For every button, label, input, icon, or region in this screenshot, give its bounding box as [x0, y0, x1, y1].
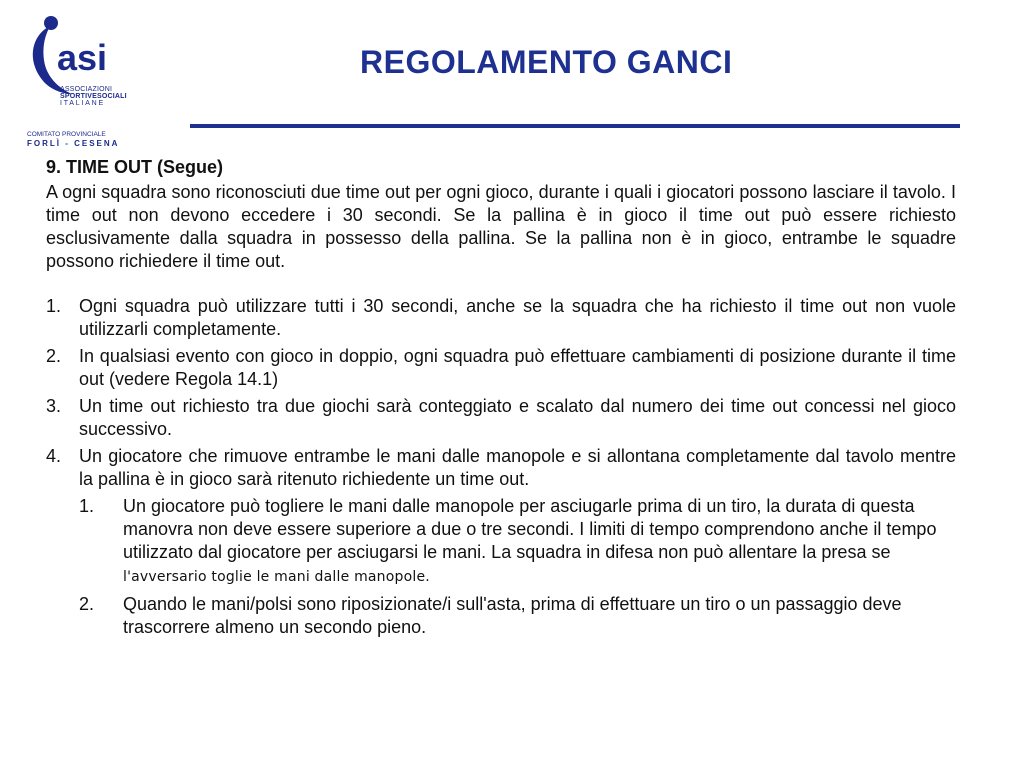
- asi-logo-icon: [24, 14, 134, 94]
- list-item: [46, 395, 956, 441]
- title-divider: [190, 124, 960, 128]
- list-item: [46, 295, 956, 341]
- sub-list-item-text: Un giocatore può togliere le mani dalle manopole per asciugarle prima di un tiro, la durata di questa manovra non deve essere superiore a due o tre secondi. I limiti di tempo comprendono anche il tempo utilizzato dal giocatore per asciugarsi le mani. La squadra in difesa non può allentare la presa se: [123, 496, 937, 562]
- numbered-list: [46, 295, 956, 491]
- asi-logo: [24, 14, 134, 148]
- list-item-number: 3.: [46, 396, 62, 416]
- sub-list-item-number: 1.: [79, 496, 95, 516]
- logo-city: FORLÌ - CESENA: [27, 139, 120, 148]
- nested-list: [79, 495, 956, 639]
- list-item-text: Ogni squadra può utilizzare tutti i 30 secondi, anche se la squadra che ha richiesto il time out non vuole utilizzarli completamente.: [79, 296, 956, 339]
- list-item: [46, 445, 956, 491]
- logo-assoc-line: ITALIANE: [60, 100, 106, 107]
- intro-paragraph: A ogni squadra sono riconosciuti due time out per ogni gioco, durante i quali i giocatori possono lasciare il tavolo. I time out non devono eccedere i 30 secondi. Se la pallina è in gioco il time out può essere richiesto esclusivamente dalla squadra in possesso della pallina. Se la pallina non è in gioco, entrambe le squadre possono richiedere il time out.: [46, 182, 956, 271]
- list-item-number: 1.: [46, 296, 62, 316]
- list-item-number: 2.: [46, 346, 62, 366]
- list-item: [46, 345, 956, 391]
- svg-text:asi: asi: [57, 37, 108, 78]
- slide-content: [46, 156, 956, 643]
- sub-list-item: [79, 495, 956, 589]
- sub-list-item-text-tail: l'avversario toglie le mani dalle manopole.: [123, 569, 430, 585]
- sub-list-item-text: Quando le mani/polsi sono riposizionate/i sull'asta, prima di effettuare un tiro o un passaggio deve trascorrere almeno un secondo pieno.: [123, 594, 902, 637]
- logo-comitato: COMITATO PROVINCIALE: [27, 131, 106, 138]
- section-heading: 9. TIME OUT (Segue): [46, 157, 224, 177]
- logo-assoc-line: SPORTIVESOCIALI: [60, 93, 127, 100]
- list-item-text: Un giocatore che rimuove entrambe le mani dalle manopole e si allontana completamente dal tavolo mentre la pallina è in gioco sarà ritenuto richiedente un time out.: [79, 446, 956, 489]
- list-item-text: In qualsiasi evento con gioco in doppio, ogni squadra può effettuare cambiamenti di posizione durante il time out (vedere Regola 14.1): [79, 346, 956, 389]
- sub-list-item: [79, 593, 956, 639]
- sub-list-item-number: 2.: [79, 594, 95, 614]
- logo-assoc-line: ASSOCIAZIONI: [60, 86, 113, 93]
- list-item-number: 4.: [46, 446, 62, 466]
- page-title: REGOLAMENTO GANCI: [360, 44, 733, 80]
- list-item-text: Un time out richiesto tra due giochi sarà conteggiato e scalato dal numero dei time out concessi nel gioco successivo.: [79, 396, 956, 439]
